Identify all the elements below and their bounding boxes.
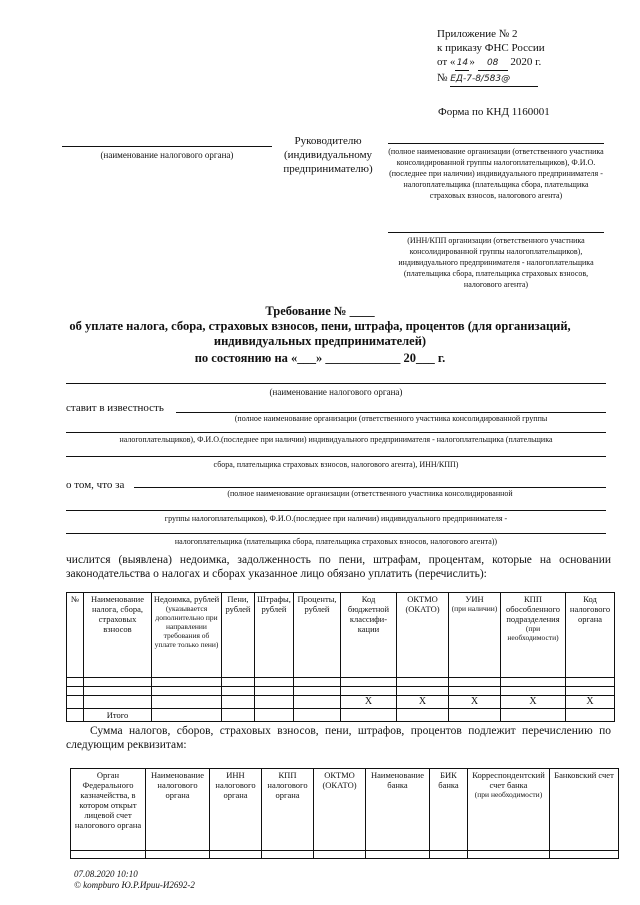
table-row	[67, 696, 615, 709]
appendix-date: от «14» 08 2020 г.	[437, 55, 627, 71]
col-corr-account: Корреспондентский счет банка (при необходимости)	[468, 769, 550, 851]
body-tax-authority-caption: (наименование налогового органа)	[269, 387, 403, 397]
head-label: Руководителю (индивидуальному предпринимателю)	[283, 135, 373, 175]
total-row	[67, 709, 615, 722]
col-fines: Штрафы, рублей	[255, 593, 294, 678]
notify-line-2	[66, 432, 606, 433]
col-interest: Проценты, рублей	[294, 593, 341, 678]
appendix-number: № ЕД-7-8/583@	[437, 71, 627, 87]
notify-caption-1: (полное наименование организации (ответственного участника консолидированной группы	[234, 414, 548, 423]
table-row	[67, 687, 615, 696]
col-tax-name: Наименование налога, сбора, страховых взносов	[84, 593, 152, 678]
doc-title-number: Требование № ____	[265, 304, 375, 318]
appendix-title: Приложение № 2	[437, 28, 518, 40]
col-tax-code: Код налогового органа	[566, 593, 615, 678]
col-bik: БИК банка	[430, 769, 468, 851]
appendix-number-value: ЕД-7-8/583@	[450, 72, 538, 87]
that-line-3	[66, 533, 606, 534]
debt-table-header	[67, 593, 615, 678]
col-arrears: Недоимка, рублей (указывается дополнительно при направлении требования об уплате только пени)	[152, 593, 222, 678]
inn-caption: (ИНН/КПП организации (ответственного участника консолидированной группы налогоплательщиков), индивидуального предпринимателя - налогоплательщика (плательщика сбора, плательщика страховых взносов, налогового агента)	[398, 236, 594, 289]
transfer-text: Сумма налогов, сборов, страховых взносов, пени, штрафов, процентов подлежит перечислению по следующим реквизитам:	[66, 725, 611, 751]
x-mark: X	[397, 696, 449, 709]
total-label: Итого	[84, 709, 152, 722]
col-treasury: Орган Федерального казначейства, в котором открыт лицевой счет налогового органа	[71, 769, 146, 851]
col-oktmo: ОКТМО (ОКАТО)	[397, 593, 449, 678]
that-caption-3: налогоплательщика (плательщика сбора, плательщика страховых взносов, налогового агента))	[174, 537, 498, 546]
col-inn: ИНН налогового органа	[210, 769, 262, 851]
inn-line	[388, 232, 604, 233]
footer-timestamp: 07.08.2020 10:10	[74, 869, 138, 879]
body-tax-authority-line	[66, 383, 606, 384]
appendix-day: 14	[455, 56, 469, 71]
notify-caption-3: сбора, плательщика страховых взносов, налогового агента), ИНН/КПП)	[213, 460, 459, 469]
col-bank-account: Банковский счет	[550, 769, 619, 851]
that-line-1	[134, 487, 606, 488]
tax-authority-caption: (наименование налогового органа)	[100, 150, 234, 160]
footer-source: © kompburo Ю.Р.Ирии-И2692-2	[74, 880, 195, 890]
notify-caption-2: налогоплательщиков), Ф.И.О.(последнее при наличии) индивидуального предпринимателя - налогоплательщика (плательщика	[119, 435, 553, 444]
x-mark: X	[341, 696, 397, 709]
that-line-2	[66, 510, 606, 511]
col-uin: УИН (при наличии)	[449, 593, 501, 678]
bank-table	[70, 768, 619, 859]
form-code: Форма по КНД 1160001	[438, 106, 550, 118]
bank-table-header	[71, 769, 619, 851]
appendix-month: 08	[478, 56, 508, 71]
that-caption-2: группы налогоплательщиков), Ф.И.О.(последнее при наличии) индивидуального предпринимателя -	[164, 514, 508, 523]
x-mark: X	[501, 696, 566, 709]
org-line	[388, 143, 604, 144]
notify-line-3	[66, 456, 606, 457]
appendix-order: к приказу ФНС России	[437, 42, 545, 54]
doc-title-subject: об уплате налога, сбора, страховых взносов, пени, штрафа, процентов (для организаций, индивидуальных предпринимателей)	[69, 319, 571, 348]
org-caption: (полное наименование организации (ответственного участника консолидированной группы налогоплательщиков), Ф.И.О.(последнее при наличии) индивидуального предпринимателя - налогоплательщика (плательщика сбора, плательщика страховых взносов, налогового агента)	[388, 147, 604, 200]
col-tax-authority-name: Наименование налогового органа	[146, 769, 210, 851]
that-caption-1: (полное наименование организации (ответственного участника консолидированной	[227, 489, 513, 498]
debt-table	[66, 592, 615, 722]
x-mark: X	[449, 696, 501, 709]
col-kbk: Код бюджетной классифи-кации	[341, 593, 397, 678]
table-row	[71, 851, 619, 859]
notify-line-1	[176, 412, 606, 413]
col-number: №	[67, 593, 84, 678]
x-mark: X	[566, 696, 615, 709]
col-kpp-authority: КПП налогового органа	[262, 769, 314, 851]
debt-text: числится (выявлена) недоимка, задолженность по пени, штрафам, процентам, которые на основании законодательства о налогах и сборах указанное лицо обязано уплатить (перечислить):	[66, 554, 611, 580]
appendix-block	[437, 27, 627, 87]
col-kpp: КПП обособленного подразделения (при необходимости)	[501, 593, 566, 678]
notify-label: ставит в известность	[66, 402, 164, 414]
doc-title-date: по состоянию на «___» ____________ 20___ г.	[194, 351, 446, 365]
col-penalty: Пени, рублей	[222, 593, 255, 678]
col-bank-name: Наименование банка	[366, 769, 430, 851]
table-row	[67, 678, 615, 687]
that-label: о том, что за	[66, 479, 125, 491]
col-bank-oktmo: ОКТМО (ОКАТО)	[314, 769, 366, 851]
tax-authority-line	[62, 146, 272, 147]
